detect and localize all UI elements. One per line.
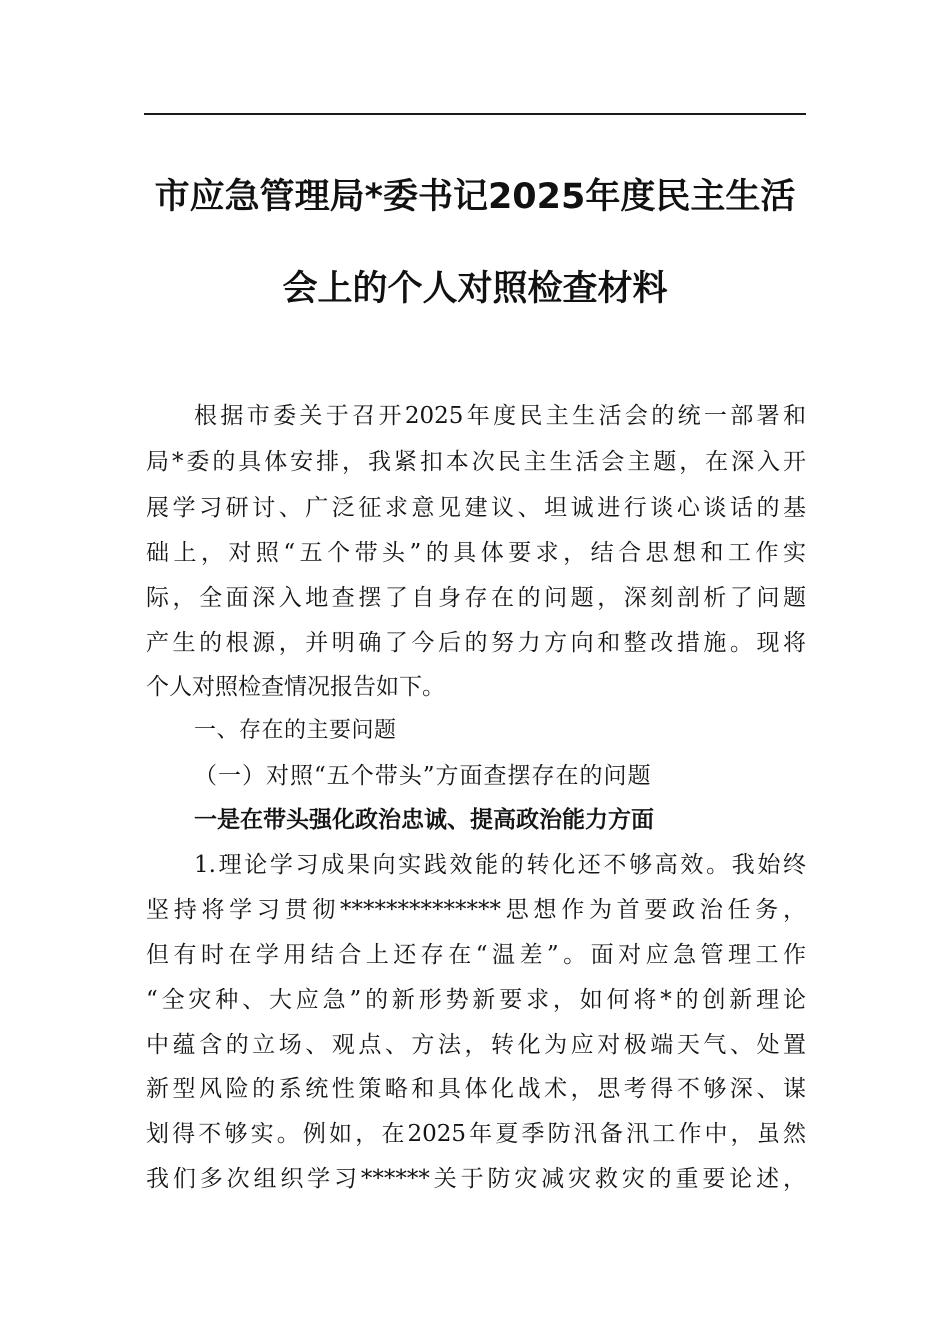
intro-paragraph-line: 际，全面深入地查摆了自身存在的问题，深刻剖析了问题 xyxy=(146,585,806,611)
item-paragraph-line: 新型风险的系统性策略和具体化战术，思考得不够深、谋 xyxy=(146,1076,806,1102)
point-heading: 一是在带头强化政治忠诚、提高政治能力方面 xyxy=(194,806,654,833)
item-paragraph-line: 但有时在学用结合上还存在“温差”。面对应急管理工作 xyxy=(146,942,806,968)
intro-paragraph-line: 局*委的具体安排，我紧扣本次民主生活会主题，在深入开 xyxy=(146,449,806,475)
document-title-line-1: 市应急管理局*委书记2025年度民主生活 xyxy=(154,177,796,217)
item-paragraph-line: 划得不够实。例如，在2025年夏季防汛备汛工作中，虽然 xyxy=(146,1121,806,1147)
document-title-line-2: 会上的个人对照检查材料 xyxy=(282,269,668,309)
section-heading: 一、存在的主要问题 xyxy=(194,718,397,743)
intro-paragraph-line: 产生的根源，并明确了今后的努力方向和整改措施。现将 xyxy=(146,630,806,656)
intro-paragraph-line: 础上，对照“五个带头”的具体要求，结合思想和工作实 xyxy=(146,540,806,566)
intro-paragraph-line: 个人对照检查情况报告如下。 xyxy=(146,674,445,700)
subsection-heading: （一）对照“五个带头”方面查摆存在的问题 xyxy=(194,763,652,789)
intro-paragraph-line: 根据市委关于召开2025年度民主生活会的统一部署和 xyxy=(194,403,806,429)
item-paragraph-line: 中蕴含的立场、观点、方法，转化为应对极端天气、处置 xyxy=(146,1032,806,1058)
intro-paragraph-line: 展学习研讨、广泛征求意见建议、坦诚进行谈心谈话的基 xyxy=(146,495,806,521)
item-paragraph-line: 我们多次组织学习******关于防灾减灾救灾的重要论述， xyxy=(146,1166,806,1192)
header-rule xyxy=(144,113,806,115)
item-paragraph-line: 1.理论学习成果向实践效能的转化还不够高效。我始终 xyxy=(194,852,806,878)
item-paragraph-line: 坚持将学习贯彻**************思想作为首要政治任务， xyxy=(146,897,806,923)
item-paragraph-line: “全灾种、大应急”的新形势新要求，如何将*的创新理论 xyxy=(146,987,806,1013)
